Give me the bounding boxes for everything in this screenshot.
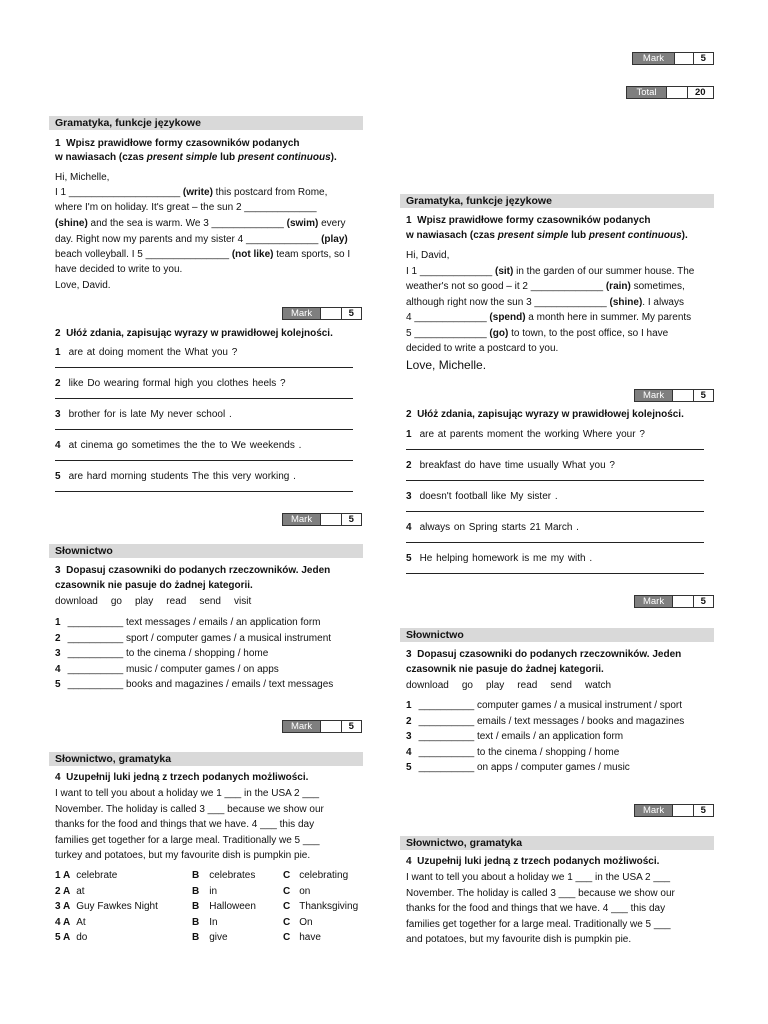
item-text: always on Spring starts 21 March . [419, 522, 579, 533]
scrambled-sentence [406, 458, 615, 473]
option-b [192, 884, 217, 899]
option-letter: B [192, 932, 200, 943]
matching-item [406, 698, 682, 713]
item-text: like Do wearing formal high you clothes heels ? [68, 378, 286, 389]
left-column [49, 0, 365, 1024]
exercise-3-instruction-2: czasownik nie pasuje do żadnej kategorii. [406, 664, 604, 675]
item-number: 3 [55, 409, 61, 420]
letter-line: 5 _____________ (go) to town, to the post office, so I have [406, 328, 669, 339]
option-text: have [299, 932, 321, 943]
letter-greeting: Hi, Michelle, [55, 172, 110, 183]
scrambled-sentence [55, 345, 237, 360]
mark-box: Mark 5 [282, 513, 362, 526]
letter-line: beach volleyball. I 5 _______________ (not like) team sports, so I [55, 249, 351, 260]
item-text: __________ on apps / computer games / music [418, 762, 630, 773]
answer-line [406, 573, 704, 574]
scrambled-sentence [55, 407, 232, 422]
gap-fill-line: November. The holiday is called 3 ___ because we show our [406, 887, 675, 899]
word-bank-word: visit [234, 596, 252, 607]
word-bank-word: send [199, 596, 221, 607]
right-column [400, 0, 716, 1024]
mark-box: Mark 5 [634, 389, 714, 402]
mark-box: Mark 5 [634, 595, 714, 608]
gap-fill-line: families get together for a large meal. Traditionally we 5 ___ [55, 834, 320, 846]
word-bank-word: read [517, 680, 538, 691]
answer-line [406, 480, 704, 481]
option-letter: C [283, 870, 291, 881]
exercise-4-instruction: 4 Uzupełnij luki jedną z trzech podanych możliwości. [55, 772, 309, 783]
word-bank-word: go [110, 596, 122, 607]
item-text: __________ sport / computer games / a musical instrument [67, 632, 332, 644]
word-bank-word: send [550, 680, 572, 691]
mark-box: Mark 5 [282, 307, 362, 320]
matching-item [55, 615, 321, 630]
answer-line [406, 449, 704, 450]
gap-fill-line: I want to tell you about a holiday we 1 ___ in the USA 2 ___ [406, 872, 671, 883]
gap-fill-line: I want to tell you about a holiday we 1 ___ in the USA 2 ___ [55, 788, 320, 799]
item-text: doesn't football like My sister . [419, 491, 558, 502]
total-label: Total [627, 87, 666, 98]
option-b [192, 899, 256, 914]
word-bank-word: download [55, 596, 98, 607]
item-number: 2 [55, 632, 61, 644]
letter-line: 4 _____________ (spend) a month here in summer. My parents [406, 312, 692, 323]
option-c [283, 899, 358, 914]
option-text: give [209, 932, 228, 943]
option-a [55, 884, 85, 899]
gap-fill-line: and potatoes, but my favourite dish is pumpkin pie. [406, 934, 632, 945]
option-a [55, 930, 87, 945]
option-text: Halloween [209, 901, 256, 912]
answer-line [55, 367, 353, 368]
matching-item [406, 745, 619, 760]
matching-item [55, 646, 268, 661]
scrambled-sentence [406, 489, 558, 504]
section-title: Gramatyka, funkcje językowe [49, 116, 363, 130]
item-number: 2 [406, 460, 412, 471]
option-text: In [209, 916, 218, 928]
letter-line: day. Right now my parents and my sister 4 _____________ (play) [55, 234, 348, 245]
word-bank-word: read [166, 596, 187, 607]
word-bank [55, 594, 264, 609]
item-text: __________ to the cinema / shopping / home [418, 746, 620, 758]
gap-fill-line: thanks for the food and things that we have. 4 ___ this day [406, 903, 666, 914]
option-b [192, 868, 255, 883]
letter-line: where I'm on holiday. It's great – the sun 2 _____________ [55, 202, 317, 213]
exercise-1-instruction: 1 Wpisz prawidłowe formy czasowników podanych [406, 215, 651, 226]
item-number: 2 [406, 715, 412, 727]
item-number: 3 [406, 731, 412, 742]
item-number: 5 [406, 762, 412, 773]
letter-line: (shine) and the sea is warm. We 3 _____________ (swim) every [55, 218, 346, 229]
option-letter: C [283, 932, 291, 943]
exercise-1-instruction-2: w nawiasach (czas present simple lub present continuous). [406, 230, 688, 241]
option-text: At [76, 916, 86, 928]
matching-item [55, 677, 333, 692]
item-number: 2 A [55, 885, 71, 897]
option-letter: B [192, 885, 200, 897]
item-text: __________ text / emails / an application form [418, 731, 624, 742]
letter-signoff: Love, Michelle. [406, 358, 487, 372]
scrambled-sentence [55, 469, 296, 484]
word-bank-word: go [461, 680, 473, 691]
option-text: On [299, 916, 313, 928]
item-number: 3 [406, 491, 412, 502]
item-text: at cinema go sometimes the the to We weekends . [68, 440, 302, 451]
option-c [283, 930, 321, 945]
option-c [283, 915, 313, 930]
option-b [192, 930, 228, 945]
gap-fill-line: turkey and potatoes, but my favourite dish is pumpkin pie. [55, 850, 311, 861]
exercise-1-instruction-2: w nawiasach (czas present simple lub present continuous). [55, 152, 337, 163]
item-number: 1 [55, 347, 61, 358]
scrambled-sentence [406, 427, 645, 442]
exercise-4-instruction: 4 Uzupełnij luki jedną z trzech podanych możliwości. [406, 856, 660, 867]
item-text: are at parents moment the working Where your ? [419, 429, 645, 440]
gap-fill-line: thanks for the food and things that we have. 4 ___ this day [55, 819, 315, 830]
option-letter: B [192, 870, 200, 881]
option-letter: C [283, 901, 291, 912]
option-letter: B [192, 901, 200, 912]
item-text: breakfast do have time usually What you ? [419, 460, 615, 471]
gap-fill-line: families get together for a large meal. Traditionally we 5 ___ [406, 918, 671, 930]
item-text: __________ books and magazines / emails / text messages [67, 679, 334, 690]
section-title: Słownictwo, gramatyka [49, 752, 363, 766]
letter-signoff: Love, David. [55, 280, 111, 291]
letter-line: weather's not so good – it 2 _____________ (rain) sometimes, [406, 281, 685, 292]
matching-item [406, 714, 684, 729]
matching-item [55, 631, 331, 646]
exercise-2-instruction: 2 Ułóż zdania, zapisując wyrazy w prawidłowej kolejności. [406, 409, 684, 420]
exercise-2-instruction: 2 Ułóż zdania, zapisując wyrazy w prawidłowej kolejności. [55, 328, 333, 339]
item-number: 1 [406, 429, 412, 440]
option-text: Guy Fawkes Night [76, 901, 158, 912]
mark-value: 5 [693, 53, 714, 64]
option-text: celebrate [76, 870, 118, 881]
answer-line [55, 460, 353, 461]
item-number: 5 [406, 553, 412, 564]
mark-label: Mark [633, 53, 674, 64]
matching-item [55, 662, 279, 677]
scrambled-sentence [406, 520, 579, 535]
answer-line [55, 429, 353, 430]
word-bank [406, 678, 624, 693]
option-a [55, 868, 117, 883]
item-text: __________ computer games / a musical instrument / sport [418, 700, 683, 711]
item-number: 4 [55, 440, 61, 451]
item-text: __________ music / computer games / on apps [67, 663, 279, 675]
letter-line: I 1 _____________ (sit) in the garden of our summer house. The [406, 266, 695, 277]
exercise-3-instruction: 3 Dopasuj czasowniki do podanych rzeczowników. Jeden [406, 649, 682, 660]
option-text: do [76, 932, 88, 943]
item-number: 5 A [55, 932, 71, 943]
matching-item [406, 729, 623, 744]
scrambled-sentence [55, 376, 286, 391]
option-text: Thanksgiving [299, 901, 359, 912]
answer-line [406, 542, 704, 543]
item-number: 1 A [55, 870, 71, 881]
letter-greeting: Hi, David, [406, 250, 450, 261]
item-text: are at doing moment the What you ? [68, 347, 238, 358]
option-c [283, 884, 310, 899]
letter-line: decided to write a postcard to you. [406, 343, 559, 354]
item-number: 2 [55, 378, 61, 389]
section-title: Słownictwo, gramatyka [400, 836, 714, 850]
item-text: __________ text messages / emails / an application form [67, 617, 321, 628]
exercise-1-instruction: 1 Wpisz prawidłowe formy czasowników podanych [55, 138, 300, 149]
total-value: 20 [687, 87, 713, 98]
item-number: 5 [55, 679, 61, 690]
item-text: are hard morning students The this very working . [68, 471, 296, 482]
option-b [192, 915, 218, 930]
section-title: Gramatyka, funkcje językowe [400, 194, 714, 208]
section-title: Słownictwo [400, 628, 714, 642]
item-number: 4 [406, 522, 412, 533]
gap-fill-line: November. The holiday is called 3 ___ because we show our [55, 803, 324, 815]
exercise-3-instruction: 3 Dopasuj czasowniki do podanych rzeczowników. Jeden [55, 565, 331, 576]
scrambled-sentence [406, 551, 592, 566]
option-c [283, 868, 348, 883]
item-number: 4 A [55, 916, 71, 928]
scrambled-sentence [55, 438, 301, 453]
item-number: 4 [55, 663, 61, 675]
answer-line [55, 398, 353, 399]
option-letter: C [283, 885, 291, 897]
exercise-3-instruction-2: czasownik nie pasuje do żadnej kategorii. [55, 580, 253, 591]
word-bank-word: play [134, 596, 154, 607]
mark-box: Mark 5 [282, 720, 362, 733]
item-text: __________ to the cinema / shopping / home [67, 648, 269, 659]
option-text: in [209, 885, 218, 897]
letter-line: although right now the sun 3 _____________ (shine). I always [406, 297, 684, 308]
word-bank-word: watch [585, 680, 612, 691]
matching-item [406, 760, 630, 775]
letter-line: I 1 ____________________ (write) this postcard from Rome, [55, 187, 328, 198]
answer-line [406, 511, 704, 512]
word-bank-word: download [406, 680, 449, 691]
item-number: 1 [55, 617, 61, 628]
option-letter: B [192, 916, 200, 928]
option-text: at [76, 885, 85, 897]
item-number: 4 [406, 746, 412, 758]
mark-box: Mark 5 [634, 804, 714, 817]
item-text: __________ emails / text messages / books and magazines [418, 715, 685, 727]
item-number: 5 [55, 471, 61, 482]
answer-line [55, 491, 353, 492]
item-text: He helping homework is me my with . [419, 553, 593, 564]
option-text: on [299, 885, 311, 897]
item-number: 3 A [55, 901, 71, 912]
section-title: Słownictwo [49, 544, 363, 558]
option-a [55, 915, 86, 930]
option-a [55, 899, 158, 914]
item-number: 3 [55, 648, 61, 659]
letter-line: have decided to write to you. [55, 264, 183, 275]
word-bank-word: play [485, 680, 505, 691]
option-text: celebrates [209, 870, 256, 881]
option-text: celebrating [299, 870, 349, 881]
item-number: 1 [406, 700, 412, 711]
option-letter: C [283, 916, 291, 928]
item-text: brother for is late My never school . [68, 409, 232, 420]
